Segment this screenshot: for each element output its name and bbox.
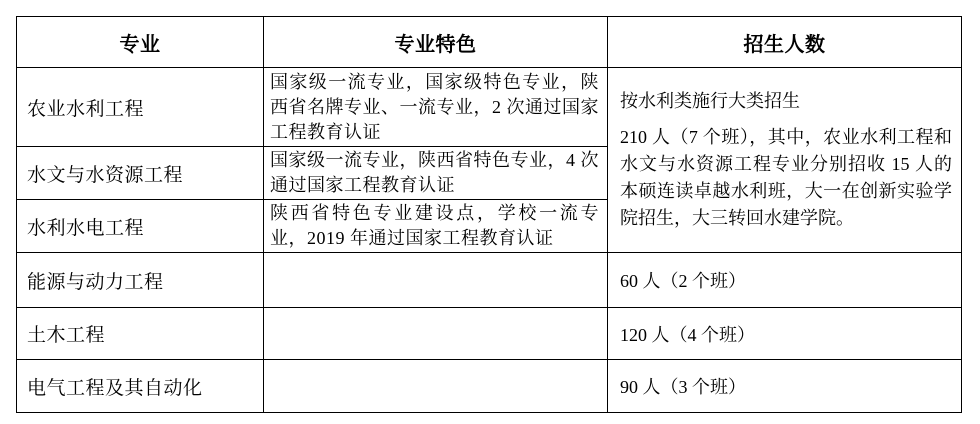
table-row-agricultural-water	[17, 68, 962, 147]
enrollment-intro-text: 按水利类施行大类招生	[620, 91, 800, 111]
enrollment-cell: 90 人（3 个班）	[608, 360, 962, 413]
feature-cell: 国家级一流专业，国家级特色专业，陕西省名牌专业、一流专业，2 次通过国家工程教育认证	[264, 68, 608, 147]
feature-cell: 国家级一流专业，陕西省特色专业，4 次通过国家工程教育认证	[264, 147, 608, 200]
enrollment-merged-cell	[608, 68, 962, 253]
enrollment-table	[16, 16, 962, 413]
table-row-civil-engineering	[17, 308, 962, 360]
header-feature: 专业特色	[264, 17, 608, 68]
major-cell: 水利水电工程	[17, 200, 264, 253]
feature-cell: 陕西省特色专业建设点，学校一流专业，2019 年通过国家工程教育认证	[264, 200, 608, 253]
feature-cell	[264, 360, 608, 413]
enrollment-detail-text: 210 人（7 个班），其中，农业水利工程和水文与水资源工程专业分别招收 15 人的本硕连读卓越水利班，大一在创新实验学院招生，大三转回水建学院。	[620, 127, 952, 228]
enrollment-cell: 60 人（2 个班）	[608, 253, 962, 308]
major-cell: 水文与水资源工程	[17, 147, 264, 200]
header-enrollment: 招生人数	[608, 17, 962, 68]
table-row-electrical-engineering	[17, 360, 962, 413]
table-row-energy-power	[17, 253, 962, 308]
feature-cell	[264, 308, 608, 360]
major-cell: 土木工程	[17, 308, 264, 360]
major-cell: 农业水利工程	[17, 68, 264, 147]
feature-cell	[264, 253, 608, 308]
header-row	[17, 17, 962, 68]
major-cell: 能源与动力工程	[17, 253, 264, 308]
major-cell: 电气工程及其自动化	[17, 360, 264, 413]
header-major: 专业	[17, 17, 264, 68]
enrollment-cell: 120 人（4 个班）	[608, 308, 962, 360]
